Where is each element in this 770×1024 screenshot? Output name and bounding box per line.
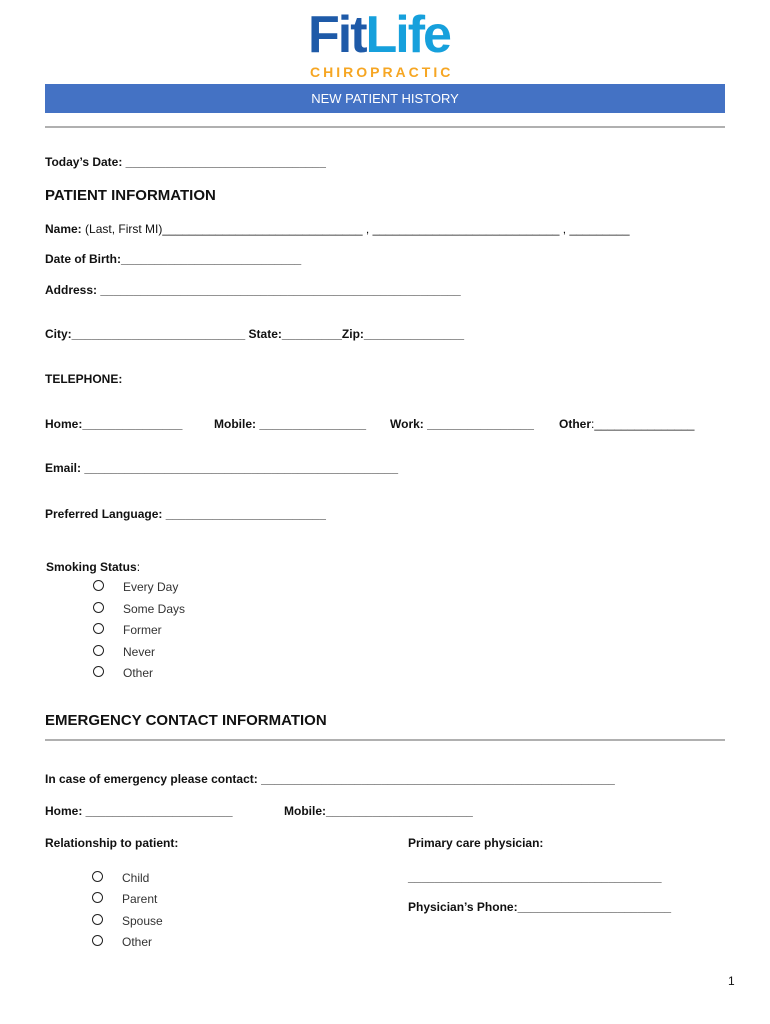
smoking-status-text: Smoking Status — [46, 560, 137, 574]
logo-word-life: Life — [365, 6, 450, 64]
primary-care-physician-label: Primary care physician: — [408, 836, 544, 850]
radio-parent[interactable] — [92, 892, 103, 903]
work-phone-field[interactable]: Work: ________________ — [390, 417, 534, 431]
name-hint: (Last, First MI)______________________________ , ____________________________ , _________ — [81, 222, 630, 236]
radio-some-days[interactable] — [93, 602, 104, 613]
emergency-home-field[interactable]: Home: ______________________ — [45, 804, 233, 818]
name-label: Name: — [45, 222, 82, 236]
option-former: Former — [123, 623, 162, 637]
option-child: Child — [122, 871, 150, 885]
fitlife-logo — [308, 6, 458, 82]
todays-date-field[interactable]: Today’s Date: ______________________________ — [45, 155, 326, 169]
radio-child[interactable] — [92, 871, 103, 882]
city-state-zip-field[interactable]: City:__________________________ State:_________Zip:_______________ — [45, 327, 465, 341]
relationship-label: Relationship to patient: — [45, 836, 179, 850]
other-phone-field[interactable] — [559, 417, 694, 431]
emergency-mobile-field[interactable]: Mobile:______________________ — [284, 804, 473, 818]
form-title-banner: NEW PATIENT HISTORY — [45, 84, 725, 113]
dob-field[interactable]: Date of Birth:___________________________ — [45, 252, 302, 266]
patient-info-heading: PATIENT INFORMATION — [45, 187, 216, 204]
logo-subtitle: CHIROPRACTIC — [310, 64, 454, 80]
radio-every-day[interactable] — [93, 580, 104, 591]
logo-wordmark — [308, 6, 450, 64]
preferred-language-field[interactable]: Preferred Language: ________________________ — [45, 507, 326, 521]
primary-care-physician-field[interactable]: ______________________________________ — [408, 870, 662, 884]
page-number: 1 — [728, 974, 735, 988]
radio-spouse[interactable] — [92, 914, 103, 925]
logo-word-fit: Fit — [308, 6, 366, 64]
home-phone-field[interactable]: Home:_______________ — [45, 417, 183, 431]
divider — [45, 739, 725, 741]
emergency-contact-field[interactable]: In case of emergency please contact: _____________________________________________________ — [45, 772, 615, 786]
option-spouse: Spouse — [122, 914, 163, 928]
radio-never[interactable] — [93, 645, 104, 656]
other-phone-line: :_______________ — [591, 417, 695, 431]
option-never: Never — [123, 645, 156, 659]
physician-phone-field[interactable]: Physician’s Phone:_______________________ — [408, 900, 672, 914]
email-field[interactable]: Email: _______________________________________________ — [45, 461, 399, 475]
mobile-phone-field[interactable]: Mobile: ________________ — [214, 417, 367, 431]
telephone-label: TELEPHONE: — [45, 372, 123, 386]
other-phone-label: Other — [559, 417, 592, 431]
radio-smoking-other[interactable] — [93, 666, 104, 677]
emergency-contact-heading: EMERGENCY CONTACT INFORMATION — [45, 712, 327, 729]
smoking-status-label — [46, 560, 140, 574]
name-field[interactable] — [45, 222, 630, 236]
divider — [45, 126, 725, 128]
radio-former[interactable] — [93, 623, 104, 634]
option-every-day: Every Day — [123, 580, 179, 594]
option-parent: Parent — [122, 892, 158, 906]
option-relationship-other: Other — [122, 935, 153, 949]
address-field[interactable]: Address: ______________________________________________________ — [45, 283, 461, 297]
option-some-days: Some Days — [123, 602, 186, 616]
smoking-status-colon: : — [136, 560, 141, 574]
radio-relationship-other[interactable] — [92, 935, 103, 946]
option-smoking-other: Other — [123, 666, 154, 680]
